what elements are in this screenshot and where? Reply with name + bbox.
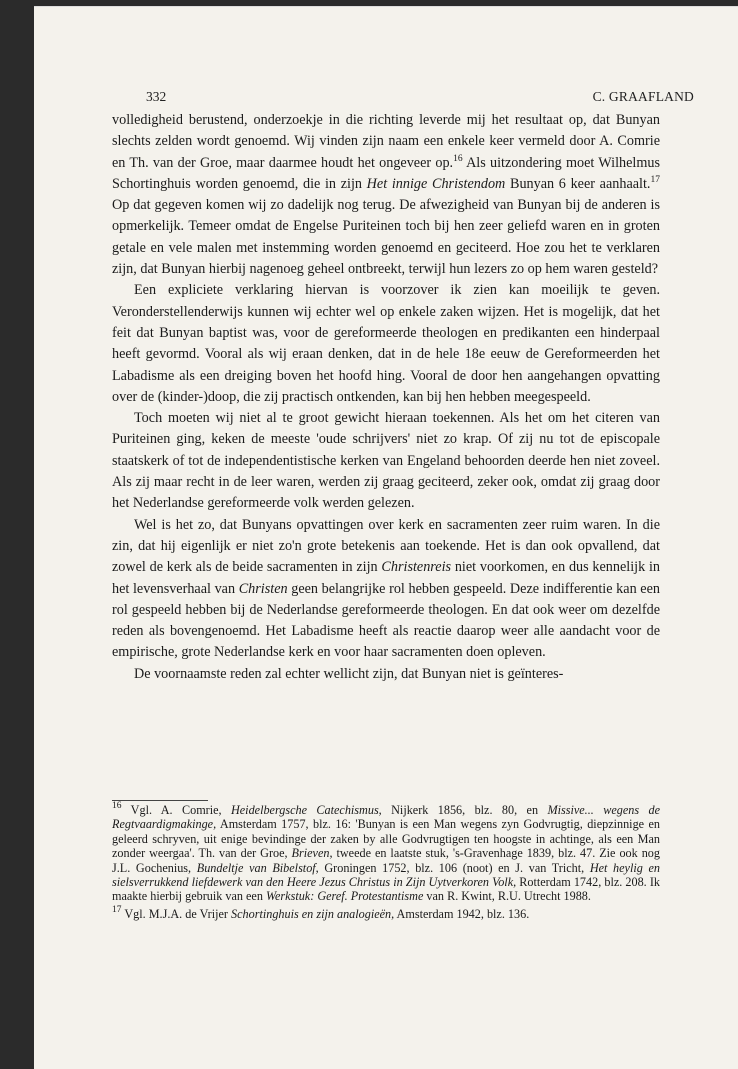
footnote-17: $^{17}$ Vgl. M.J.A. de Vrijer Schortinghuis en zijn analogieën, Amsterdam 1942, blz. 136. <box>112 904 530 921</box>
paragraph-2: Een expliciete verklaring hiervan is voorzover ik zien kan moeilijk te geven. Veronderstellenderwijs kunnen wij echter wel op enkele zaken wijzen. Het is mogelijk, dat het feit dat Bunyan baptist was, voor de gereformeerde theologen en predikanten een hinderpaal heeft gevormd. Vooral als wij eraan denken, dat in de hele 18e eeuw de Gereformeerden het Labadisme als een dreiging boven het hoofd hing. Vooral de door hen aangehangen opvatting over de (kinder-)doop, die zij practisch ontkenden, kan bij hen hebben meegespeeld. <box>112 282 660 405</box>
footnote-ref-17[interactable]: 17 <box>650 174 660 185</box>
footnote-ref-16[interactable]: 16 <box>453 153 463 164</box>
paragraph-4: Wel is het zo, dat Bunyans opvattingen over kerk en sacramenten zeer ruim waren. In die zin, dat hij eigenlijk er niet zo'n grote betekenis aan toekende. Het is dan ook opvallend, dat zowel de kerk als de beide sacramenten in zijn Christenreis niet voorkomen, en dus kennelijk in het levensverhaal van Christen geen belangrijke rol hebben gespeeld. Deze indifferentie kan een rol gespeeld hebben bij de Nederlandse gereformeerde theologen. En dat ook weer om dezelfde reden als bovengenoemd. Het Labadisme heeft als reactie daarop weer alle aandacht voor de empirische, grote Nederlandse kerk en voor haar sacramenten doen opleven. <box>112 516 661 661</box>
footnotes <box>112 803 660 924</box>
book-title: Christenreis <box>381 559 452 576</box>
footnote-number: 16 <box>112 801 122 811</box>
page-number: 332 <box>146 89 167 104</box>
paragraph-3: Toch moeten wij niet al te groot gewicht hieraan toekennen. Als het om het citeren van Puriteinen ging, keken de meeste 'oude schrijvers' niet zo krap. Of zij nu tot de episcopale staatskerk of tot de independentistische kerken van Engeland behoorden deerde hen niet zoveel. Als zij maar recht in de leer waren, werden zij graag geciteerd, zeker ook, omdat zij graag door het Nederlandse gereformeerde volk werden gelezen. <box>112 410 660 512</box>
running-head-author: C. GRAAFLAND <box>592 89 694 104</box>
book-title: Het innige Christendom <box>366 175 506 192</box>
paragraph-1: volledigheid berustend, onderzoekje in die richting leverde mij het resultaat op, dat Bunyan slechts zelden wordt genoemd. Wij vinden zijn naam een enkele keer vermeld door A. Comrie en Th. van der Groe, maar daarmee houdt het ongeveer op.$^{16}$ Als uitzondering moet Wilhelmus Schortinghuis worden genoemd, die in zijn Het innige Christendom Bunyan 6 keer aanhaalt.$^{17}$ Op dat gegeven komen wij zo dadelijk nog terug. De afwezigheid van Bunyan bij de anderen is opmerkelijk. Temeer omdat de Engelse Puriteinen toch bij hen zeer geliefd waren en in groten getale en vele malen met instemming worden genoemd en geciteerd. Hoe zou het te verklaren zijn, dat Bunyan hierbij nagenoeg geheel ontbreekt, terwijl hun lezers zo op hem waren gesteld? <box>112 112 660 278</box>
character-name: Christen <box>238 580 288 597</box>
footnote-number: 17 <box>112 904 122 915</box>
body-text <box>112 110 660 685</box>
footnote-divider <box>112 800 208 801</box>
paragraph-5: De voornaamste reden zal echter wellicht zijn, dat Bunyan niet is geïnteres- <box>134 665 564 682</box>
footnote-16: $^{16}$ Vgl. A. Comrie, Heidelbergsche Catechismus, Nijkerk 1856, blz. 80, en Missive... wegens de Regtvaardigmakinge, Amsterdam 1757, blz. 16: 'Bunyan is een Man wegens zyn Godvrugtig, diepzinnige en geleerd schryven, uit enige bevindinge der zaken by alle Godvrugtigen ten hoogste in achtinge, als een Man zonder weergaa'. Th. van der Groe, Brieven, tweede en laatste stuk, 's-Gravenhage 1839, blz. 47. Zie ook nog J.L. Gochenius, Bundeltje van Bibelstof, Groningen 1752, blz. 106 (noot) en J. van Tricht, Het heylig en sielsverrukkend liefdewerk van den Heere Jezus Christus in Zijn Uytverkoren Volk, Rotterdam 1742, blz. 208. Ik maakte hierbij gebruik van een Werkstuk: Geref. Protestantisme van R. Kwint, R.U. Utrecht 1988. <box>112 801 660 904</box>
